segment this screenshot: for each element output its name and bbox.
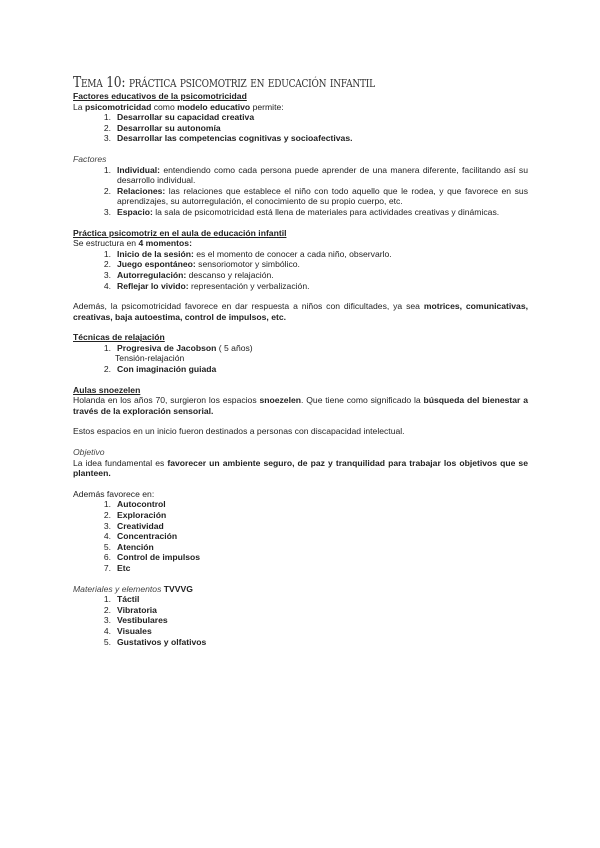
bold-text: TVVVG	[163, 583, 193, 594]
list-text: Autocontrol	[117, 499, 166, 510]
list-text	[117, 249, 528, 260]
list-number: 1.	[103, 248, 111, 259]
list-number: 2.	[103, 604, 111, 615]
text: entendiendo como cada persona puede aprender de una manera diferente, facilitando así su desarrollo individual.	[117, 164, 528, 186]
italic-text: Materiales y elementos	[73, 583, 164, 594]
bold-text: favorecer un ambiente seguro, de paz y tranquilidad para trabajar los objetivos que se planteen.	[73, 457, 528, 479]
list-number: 2.	[103, 259, 111, 270]
list-item	[89, 542, 528, 553]
bold-text: 4 momentos:	[138, 238, 192, 249]
bold-text: Relaciones:	[117, 185, 166, 196]
bold-text: snoezelen	[259, 395, 302, 406]
list-text: Vibratoria	[117, 604, 157, 615]
section-heading-materiales	[73, 584, 528, 595]
list-item	[89, 605, 528, 616]
list-text: Con imaginación guiada	[117, 364, 217, 375]
list-text: Concentración	[117, 531, 178, 542]
list	[73, 165, 528, 218]
list-text: Táctil	[117, 594, 140, 605]
text: Holanda en los años 70, surgieron los espacios	[73, 395, 260, 406]
list	[73, 343, 528, 354]
list-text	[117, 281, 528, 292]
list	[73, 499, 528, 573]
list-number: 4.	[103, 280, 111, 291]
list-number: 2.	[103, 510, 111, 520]
bold-text: búsqueda del bienestar a través de la exploración sensorial.	[73, 395, 528, 416]
text: representación y verbalización.	[188, 280, 310, 291]
section-heading-aulas: Aulas snoezelen	[73, 384, 141, 395]
list-text	[117, 186, 528, 207]
list-item	[89, 364, 528, 375]
text: Además, la psicomotricidad favorece en dar respuesta a niños con dificultades, ya sea	[73, 301, 424, 312]
list	[73, 112, 528, 144]
text: descanso y relajación.	[186, 269, 274, 280]
list-number: 2.	[103, 364, 111, 375]
list-number: 6.	[103, 552, 111, 563]
list-number: 1.	[103, 594, 111, 605]
bold-text: Espacio:	[117, 206, 153, 217]
list-text: Vestibulares	[117, 615, 168, 626]
paragraph	[73, 395, 528, 416]
text: es el momento de conocer a cada niño, observarlo.	[193, 248, 392, 259]
list-number: 3.	[103, 206, 111, 217]
list-number: 1.	[103, 499, 111, 510]
text: . Que tiene como significado la	[301, 395, 424, 406]
list-item	[89, 563, 528, 574]
text: permite:	[250, 101, 284, 112]
bold-text: motrices, comunicativas, creativas, baja autoestima, control de impulsos, etc.	[73, 301, 528, 322]
text: La	[73, 101, 85, 112]
list-item	[89, 133, 528, 144]
bold-text: Autorregulación:	[117, 269, 187, 280]
text: Se estructura en	[73, 238, 139, 249]
list-item	[89, 343, 528, 354]
list-item	[89, 123, 528, 134]
list-number: 2.	[103, 185, 111, 196]
list-text: Atención	[117, 541, 154, 552]
list-text: Etc	[117, 562, 131, 573]
list-text: Desarrollar su autonomía	[117, 122, 221, 133]
section-heading-factores-educativos: Factores educativos de la psicomotricidad	[73, 91, 247, 101]
list-text: Visuales	[117, 625, 152, 636]
list-item	[89, 637, 528, 648]
list-text	[117, 343, 528, 354]
list-item	[89, 270, 528, 281]
list-item	[89, 207, 528, 218]
text: sensoriomotor y simbólico.	[195, 259, 300, 270]
list-number: 1.	[103, 164, 111, 175]
list-item	[89, 249, 528, 260]
bold-text: Reflejar lo vivido:	[117, 280, 189, 291]
list	[73, 364, 528, 375]
list-number: 3.	[103, 520, 111, 531]
list-item	[89, 594, 528, 605]
list-item	[89, 186, 528, 207]
text: como	[151, 101, 178, 112]
paragraph	[73, 238, 528, 249]
document-page	[73, 74, 528, 647]
list-item	[89, 165, 528, 186]
list-text: Control de impulsos	[117, 552, 201, 563]
list-text	[117, 259, 528, 270]
document-title: Tema 10: práctica psicomotriz en educación infantil	[73, 73, 375, 91]
list-text: Creatividad	[117, 520, 164, 531]
bold-text: Individual:	[117, 164, 160, 175]
list-subtext: Tensión-relajación	[115, 353, 185, 364]
list-text	[117, 207, 528, 218]
list-text: Gustativos y olfativos	[117, 636, 207, 647]
paragraph	[73, 458, 528, 479]
list-item	[89, 615, 528, 626]
list-item	[89, 510, 528, 521]
list-number: 3.	[103, 615, 111, 626]
paragraph	[73, 102, 528, 113]
list-item	[89, 626, 528, 637]
list-number: 1.	[103, 112, 111, 123]
list-text: Exploración	[117, 510, 167, 520]
bold-text: Inicio de la sesión:	[117, 248, 194, 259]
list-text: Desarrollar su capacidad creativa	[117, 112, 255, 123]
bold-text: Juego espontáneo:	[117, 259, 196, 270]
text: ( 5 años)	[216, 342, 253, 353]
text: las relaciones que establece el niño con todo aquello que le rodea, y que favorece en sus aprendizajes, su autorregulación, el conocimiento de su propio cuerpo, etc.	[117, 185, 528, 207]
list-number: 5.	[103, 541, 111, 552]
list-number: 4.	[103, 531, 111, 542]
bold-text: psicomotricidad	[84, 101, 152, 112]
list-item	[89, 521, 528, 532]
list-item	[89, 281, 528, 292]
list-number: 7.	[103, 562, 111, 573]
paragraph: Estos espacios en un inicio fueron destinados a personas con discapacidad intelectual.	[73, 426, 405, 437]
list-item	[89, 112, 528, 123]
text: La idea fundamental es	[73, 457, 168, 468]
list-item	[89, 552, 528, 563]
bold-text: modelo educativo	[177, 101, 251, 112]
section-heading-objetivo: Objetivo	[73, 447, 105, 458]
paragraph	[73, 301, 528, 322]
list	[73, 249, 528, 291]
section-heading-factores: Factores	[73, 153, 107, 164]
list-item	[89, 259, 528, 270]
section-heading-tecnicas: Técnicas de relajación	[73, 332, 165, 343]
list-text	[117, 270, 528, 281]
list-text: Desarrollar las competencias cognitivas y socioafectivas.	[117, 133, 353, 144]
list-number: 1.	[103, 342, 111, 353]
bold-text: Progresiva de Jacobson	[117, 342, 217, 353]
list-number: 3.	[103, 269, 111, 280]
list-text	[117, 165, 528, 186]
section-heading-practica: Práctica psicomotriz en el aula de educación infantil	[73, 227, 287, 238]
list-item	[89, 531, 528, 542]
text: la sala de psicomotricidad está llena de materiales para actividades creativas y dinámicas.	[152, 206, 500, 217]
list-number: 4.	[103, 625, 111, 636]
list-number: 2.	[103, 122, 111, 133]
list-item	[89, 499, 528, 510]
list-number: 3.	[103, 133, 111, 144]
paragraph: Además favorece en:	[73, 488, 155, 499]
list	[73, 594, 528, 647]
list-number: 5.	[103, 636, 111, 647]
